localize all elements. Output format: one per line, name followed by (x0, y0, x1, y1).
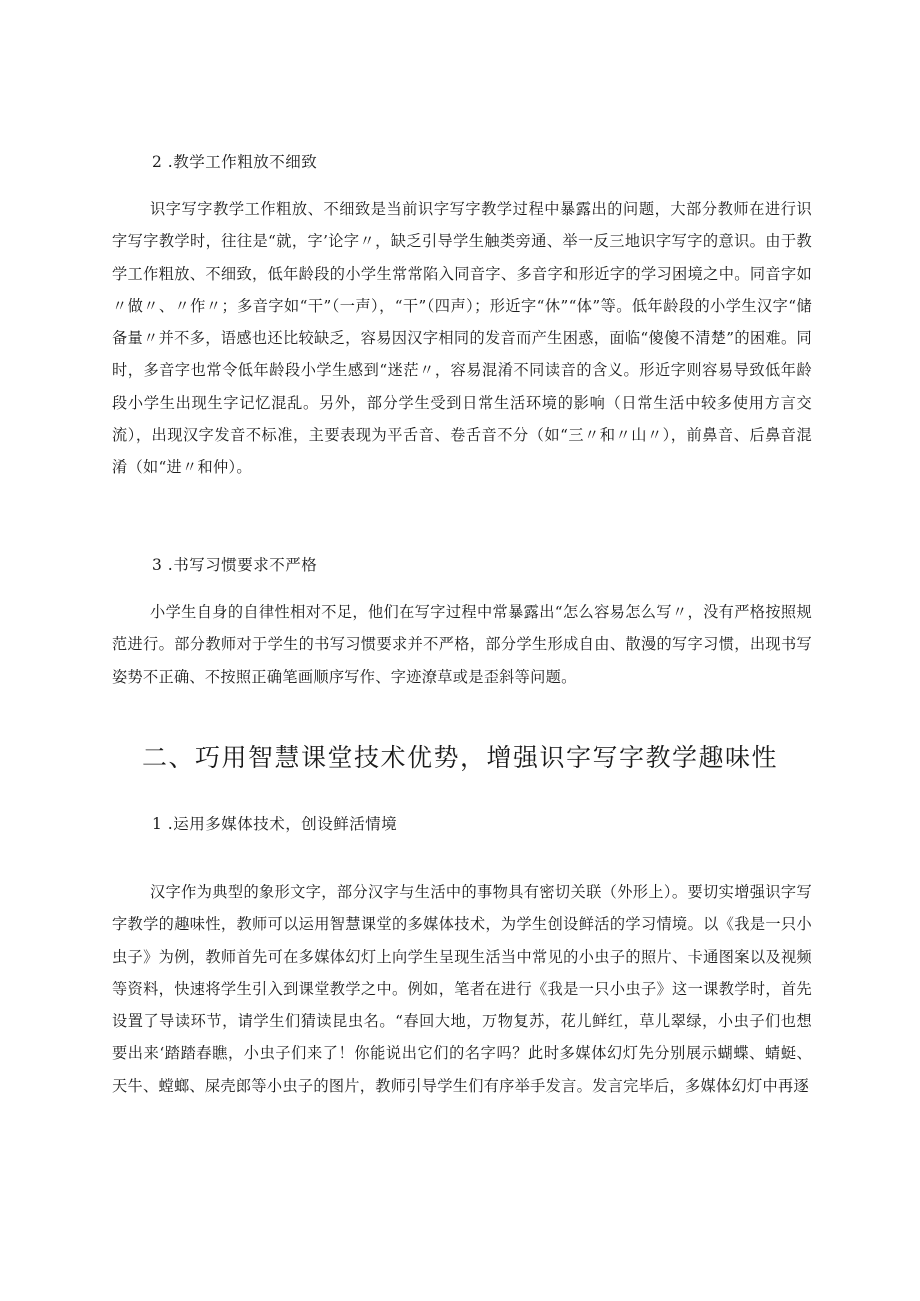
paragraph-3: 汉字作为典型的象形文字，部分汉字与生活中的事物具有密切关联（外形上）。要切实增强识字写字教学的趣味性，教师可以运用智慧课堂的多媒体技术，为学生创设鲜活的学习情境。以《我是一只小虫子》为例，教师首先可在多媒体幻灯上向学生呈现生活当中常见的小虫子的照片、卡通图案以及视频等资料，快速将学生引入到课堂教学之中。例如，笔者在进行《我是一只小虫子》这一课教学时，首先设置了导读环节，请学生们猜读昆虫名。“春回大地，万物复苏，花儿鲜红，草儿翠绿，小虫子们也想要出来‘踏踏春瞧，小虫子们来了！你能说出它们的名字吗？此时多媒体幻灯先分别展示蝴蝶、蜻蜓、天牛、螳螂、屎壳郎等小虫子的图片，教师引导学生们有序举手发言。发言完毕后，多媒体幻灯中再逐 (112, 883, 812, 1095)
paragraph-2: 小学生自身的自律性相对不足，他们在写字过程中常暴露出“怎么容易怎么写〃，没有严格按照规范进行。部分教师对于学生的书写习惯要求并不严格，部分学生形成自由、散漫的写字习惯，出现书写姿势不正确、不按照正确笔画顺序写作、字迹潦草或是歪斜等问题。 (112, 603, 812, 686)
section-title: 二、巧用智慧课堂技术优势，增强识字写字教学趣味性 (141, 743, 778, 772)
subheading-3: 3 .书写习惯要求不严格 (152, 556, 318, 574)
subheading-1: 1 .运用多媒体技术，创设鲜活情境 (152, 815, 398, 833)
subheading-2: 2 .教学工作粗放不细致 (152, 153, 318, 171)
paragraph-1: 识字写字教学工作粗放、不细致是当前识字写字教学过程中暴露出的问题，大部分教师在进行识字写字教学时，往往是“就，字’论字〃，缺乏引导学生触类旁通、举一反三地识字写字的意识。由于教学工作粗放、不细致，低年龄段的小学生常常陷入同音字、多音字和形近字的学习困境之中。同音字如〃做〃、〃作〃；多音字如“干”（一声），“干”（四声）；形近字“休”“体”等。低年龄段的小学生汉字“储备量〃并不多，语感也还比较缺乏，容易因汉字相同的发音而产生困惑，面临“傻傻不清楚”的困难。同时，多音字也常令低年龄段小学生感到“迷茫〃，容易混淆不同读音的含义。形近字则容易导致低年龄段小学生出现生字记忆混乱。另外，部分学生受到日常生活环境的影响（日常生活中较多使用方言交流），出现汉字发音不标准，主要表现为平舌音、卷舌音不分（如“三〃和〃山〃），前鼻音、后鼻音混淆（如“进〃和仲）。 (112, 200, 813, 477)
